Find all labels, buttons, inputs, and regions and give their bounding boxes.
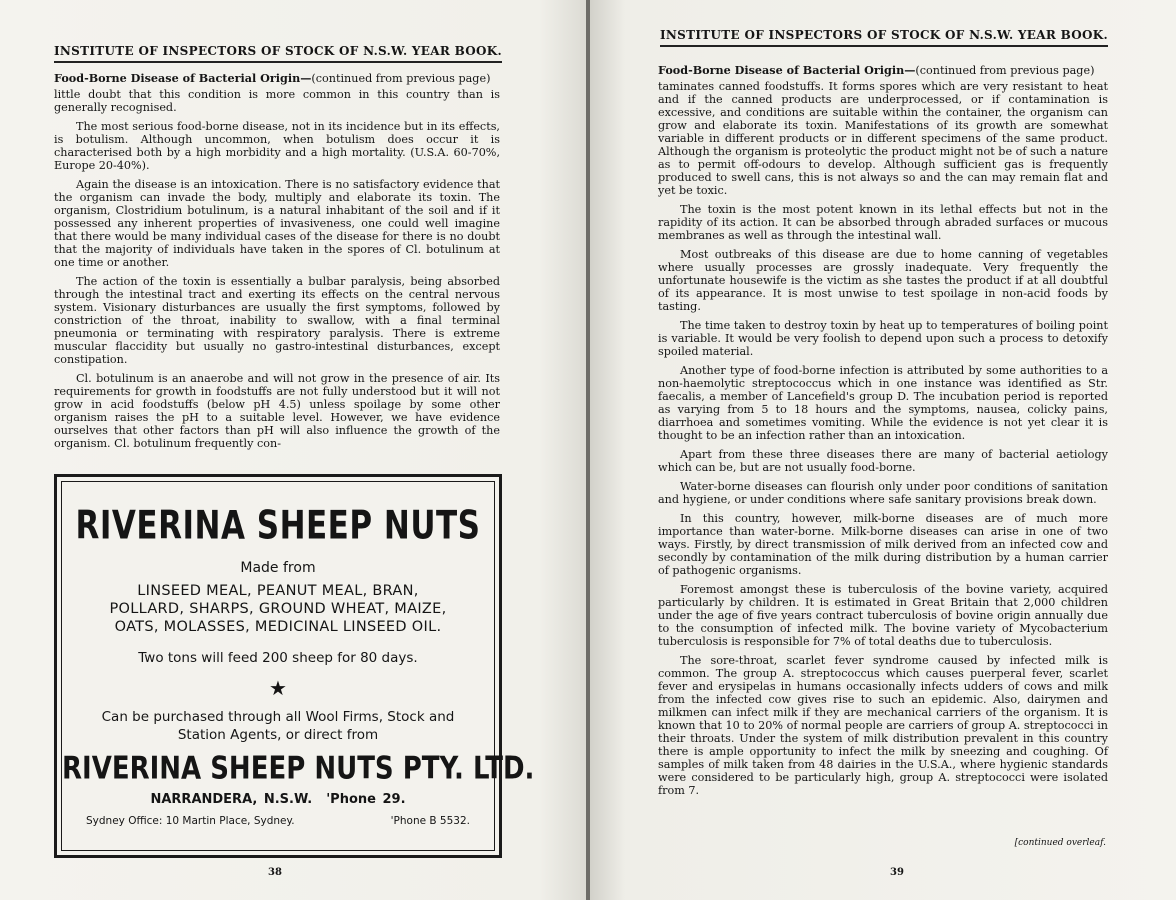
running-head: INSTITUTE OF INSPECTORS OF STOCK OF N.S.W. YEAR BOOK. — [54, 44, 502, 63]
page-number: 38 — [268, 867, 282, 878]
ad-feed-claim: Two tons will feed 200 sheep for 80 days. — [138, 650, 418, 666]
ad-purchase-line: Station Agents, or direct from — [177, 727, 379, 743]
left-page — [0, 0, 586, 900]
ad-phone: 'Phone 29. — [326, 792, 406, 807]
paragraph: Cl. botulinum is an anaerobe and will not grow in the presence of air. Its requirements for growth in foodstuffs are not fully understood but it will not grow in acid foodstuffs (below pH 4.5) unless spoilage by some other organism raises the pH to a suitable level. However, we have evidence ourselves that other factors than pH will also influence the growth of the organism. Cl. botulinum frequently con- — [54, 372, 500, 450]
paragraph: Water-borne diseases can flourish only under poor conditions of sanitation and hygiene, or under conditions where safe sanitary provisions break down. — [658, 480, 1108, 506]
section-title: Food-Borne Disease of Bacterial Origin— — [658, 63, 916, 77]
paragraph: In this country, however, milk-borne diseases are of much more importance than water-borne. Milk-borne diseases can arise in one of two ways. Firstly, by direct transmission of milk derived from an infected cow and secondly by contamination of the milk during distribution by a human carrier of pathogenic organisms. — [658, 512, 1108, 577]
ad-brand-name: RIVERINA SHEEP NUTS — [75, 503, 481, 549]
paragraph: The sore-throat, scarlet fever syndrome caused by infected milk is common. The group A. streptococcus which causes puerperal fever, scarlet fever and erysipelas in humans occasionally infects udders of cows and milk from the infected cow gives rise to such an epidemic. Also, dairymen and milkmen can infect milk if they are mechanical carriers of the organism. It is known that 10 to 20% of normal people are carriers of group A. streptococci in their throats. Under the system of milk distribution prevalent in this country there is ample opportunity to infect the milk by sneezing and coughing. Of samples of milk taken from 48 dairies in the U.S.A., where hygienic standards were considered to be particularly high, group A. streptococci were isolated from 7. — [658, 654, 1108, 797]
ad-purchase-info — [62, 708, 494, 744]
section-title: Food-Borne Disease of Bacterial Origin— — [54, 71, 312, 85]
continued-note: [continued overleaf. — [1014, 838, 1106, 848]
page-number: 39 — [890, 867, 904, 878]
section-title-suffix: (continued from previous page) — [311, 72, 491, 85]
right-text-column — [658, 64, 1108, 803]
ad-town: NARRANDERA, N.S.W. — [150, 792, 313, 807]
paragraph: Most outbreaks of this disease are due to home canning of vegetables where usually processes are grossly inadequate. Very frequently the unfortunate housewife is the victim as she tastes the product if at all doubtful of its appearance. It is most unwise to test spoilage in non-acid foods by tasting. — [658, 248, 1108, 313]
section-heading — [658, 64, 1108, 77]
left-text-column — [54, 72, 500, 456]
paragraph: Apart from these three diseases there are many of bacterial aetiology which can be, but are not usually food-borne. — [658, 448, 1108, 474]
paragraph: The time taken to destroy toxin by heat up to temperatures of boiling point is variable. It would be very foolish to depend upon such a process to detoxify spoiled material. — [658, 319, 1108, 358]
right-page — [590, 0, 1176, 900]
ad-company-name: RIVERINA SHEEP NUTS PTY. LTD. — [62, 751, 535, 787]
paragraph: The toxin is the most potent known in its lethal effects but not in the rapidity of its action. It can be absorbed through abraded surfaces or mucous membranes as well as through the intestinal wall. — [658, 203, 1108, 242]
section-heading — [54, 72, 500, 85]
paragraph: Again the disease is an intoxication. There is no satisfactory evidence that the organism can invade the body, multiply and elaborate its toxin. The organism, Clostridium botulinum, is a natural inhabitant of the soil and if it possessed any inherent properties of invasiveness, one could well imagine that there would be many individual cases of the disease for there is no doubt that the majority of individuals have taken in the spores of Cl. botulinum at one time or another. — [54, 178, 500, 269]
section-title-suffix: (continued from previous page) — [915, 64, 1095, 77]
ad-address — [62, 792, 494, 807]
ad-sydney-phone: 'Phone B 5532. — [390, 815, 470, 827]
paragraph: Another type of food-borne infection is attributed by some authorities to a non-haemolytic streptococcus which in one instance was identified as Str. faecalis, a member of Lancefield's group D. The incubation period is reported as varying from 5 to 18 hours and the symptoms, nausea, colicky pains, diarrhoea and sometimes vomiting. While the evidence is not yet clear it is thought to be an infection rather than an intoxication. — [658, 364, 1108, 442]
paragraph: The action of the toxin is essentially a bulbar paralysis, being absorbed through the intestinal tract and exerting its effects on the central nervous system. Visionary disturbances are usually the first symptoms, followed by constriction of the throat, inability to swallow, with a final terminal pneumonia or terminating with respiratory paralysis. There is extreme muscular flaccidity but usually no gastro-intestinal disturbances, except constipation. — [54, 275, 500, 366]
advertisement — [54, 474, 535, 858]
paragraph: Foremost amongst these is tuberculosis of the bovine variety, acquired particularly by children. It is estimated in Great Britain that 2,000 children under the age of five years contract tuberculosis of bovine origin annually due to the consumption of infected milk. The bovine variety of Mycobacterium tuberculosis is responsible for 7% of total deaths due to tuberculosis. — [658, 583, 1108, 648]
paragraph: taminates canned foodstuffs. It forms spores which are very resistant to heat and if the canned products are underprocessed, or if contamination is excessive, and conditions are suitable within the container, the organism can grow and elaborate its toxin. Manifestations of its growth are somewhat variable in different products or in different specimens of the same product. Although the organism is proteolytic the product might not be of such a nature as to permit off-odours to develop. Although sufficient gas is frequently produced to swell cans, this is not always so and the can may remain flat and yet be toxic. — [658, 80, 1108, 197]
star-icon: ★ — [269, 676, 287, 700]
ad-ingredients: LINSEED MEAL, PEANUT MEAL, BRAN, POLLARD, SHARPS, GROUND WHEAT, MAIZE, OATS, MOLASSES, MEDICINAL LINSEED OIL. — [109, 583, 447, 635]
paragraph: The most serious food-borne disease, not in its incidence but in its effects, is botulism. Although uncommon, when botulism does occur it is characterised both by a high morbidity and a high mortality. (U.S.A. 60-70%, Europe 20-40%). — [54, 120, 500, 172]
ad-sydney-address: Sydney Office: 10 Martin Place, Sydney. — [86, 815, 295, 827]
advertisement-inner-border — [61, 481, 535, 851]
ad-purchase-line: Can be purchased through all Wool Firms, Stock and — [101, 709, 455, 725]
ad-sydney-office — [62, 815, 494, 827]
running-head: INSTITUTE OF INSPECTORS OF STOCK OF N.S.W. YEAR BOOK. — [660, 28, 1108, 47]
paragraph: little doubt that this condition is more common in this country than is generally recognised. — [54, 88, 500, 114]
ad-made-from: Made from — [240, 560, 316, 576]
